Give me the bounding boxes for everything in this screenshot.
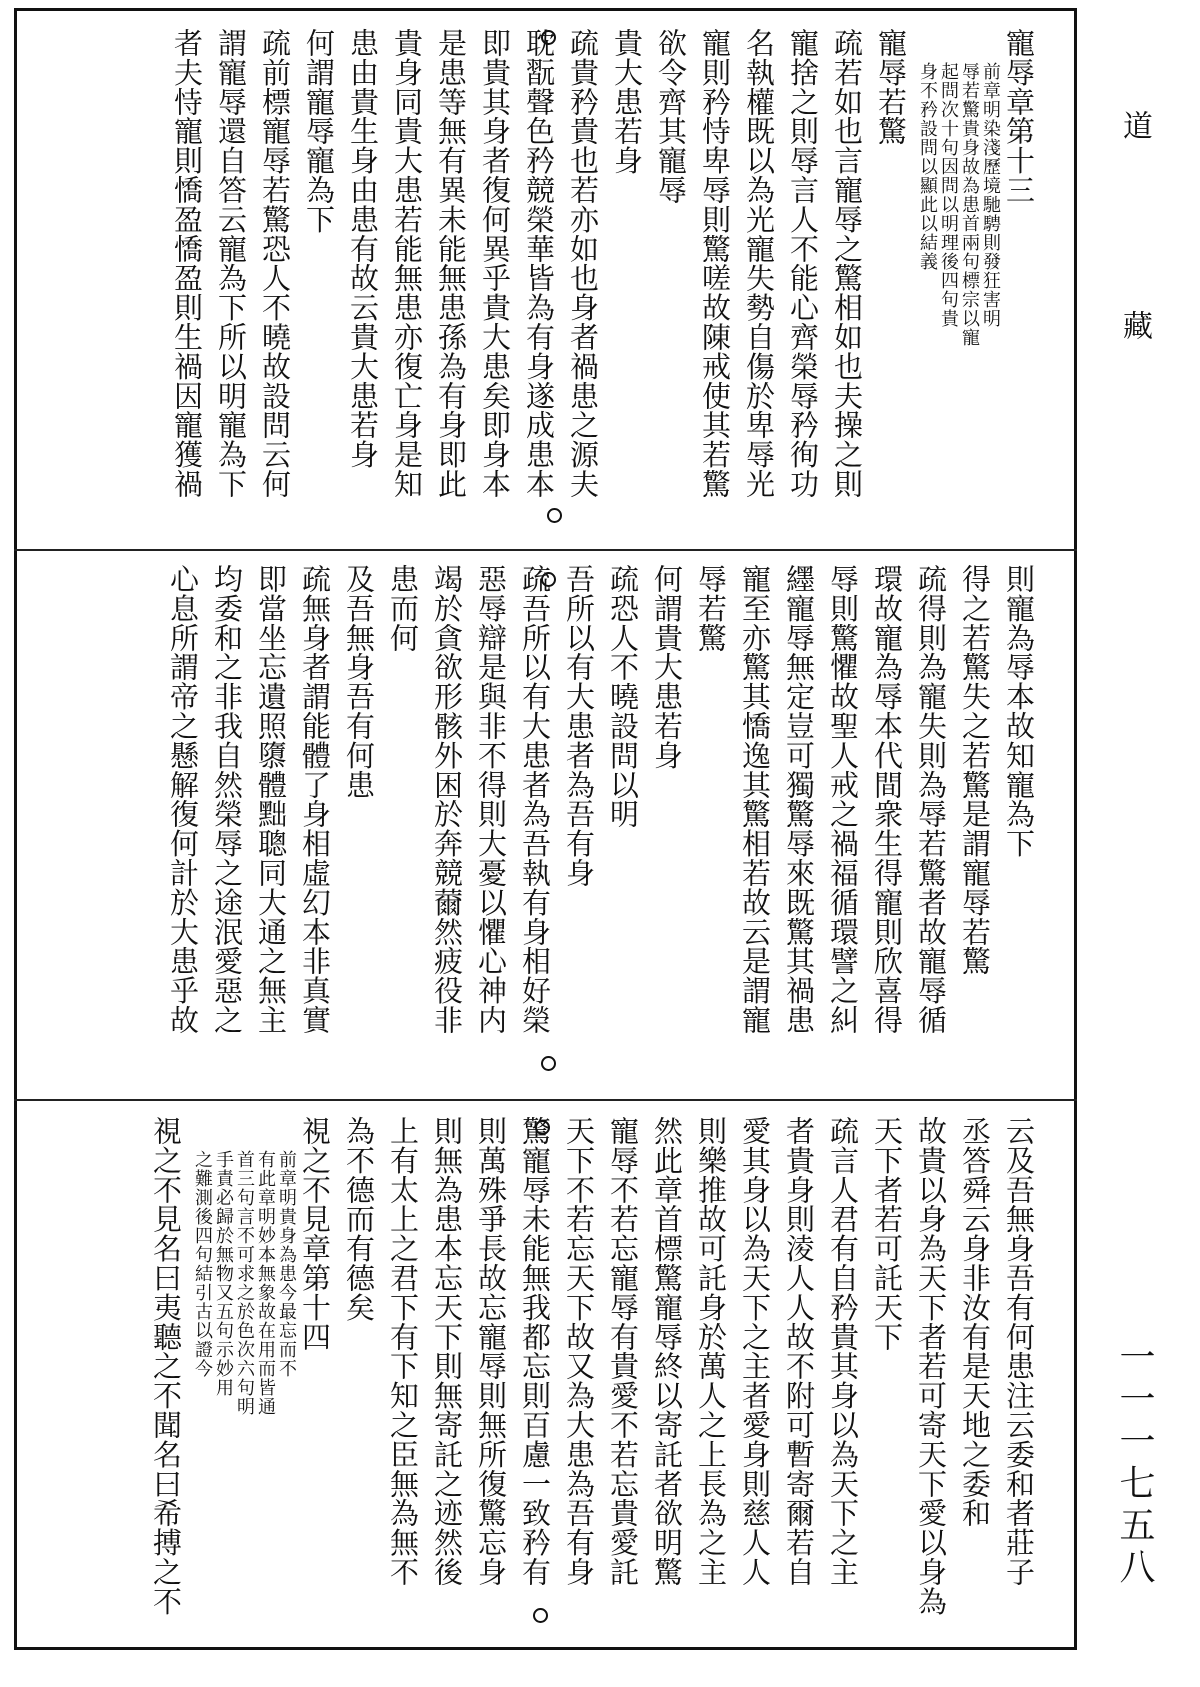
text-column: 疏前標寵辱若驚恐人不曉故設問云何 [258,28,292,499]
text-column: 即當坐忘遺照隳體黜聰同大通之無主 [254,564,288,1035]
page-number: 一一一七五八 [1114,1338,1155,1590]
text-column: 故貴以身為天下者若可寄天下愛以身為 [914,1116,948,1616]
text-column: 疏言人君有自矜貴其身以為天下之主 [826,1116,860,1587]
text-column: 寵捨之則辱言人不能心齊榮辱矜徇功 [786,28,820,499]
text-column: 驚寵辱未能無我都忘則百慮一致矜有 [518,1116,552,1587]
circle-mark [541,30,556,45]
text-panel-top [40,22,1050,544]
text-column: 愛其身以為天下之主者愛身則慈人人 [738,1116,772,1587]
text-column: 貴身同貴大患若能無患亦復亡身是知 [390,28,424,499]
text-column: 患而何 [386,564,420,653]
text-column: 辱則驚懼故聖人戒之禍福循環譬之糾 [826,564,860,1035]
text-column: 疏恐人不曉設問以明 [606,564,640,829]
text-column: 天下者若可託天下 [870,1116,904,1352]
text-column: 何謂寵辱寵為下 [302,28,336,234]
circle-mark [533,1608,548,1623]
text-column: 何謂貴大患若身 [650,564,684,770]
text-column: 及吾無身吾有何患 [342,564,376,800]
circle-mark [535,1120,550,1135]
text-column: 竭於貪欲形骸外困於奔競薾然疲役非 [430,564,464,1035]
text-column: 視之不見名曰夷聽之不聞名曰希搏之不 [149,1116,183,1616]
text-column: 上有太上之君下有下知之臣無為無不 [386,1116,420,1587]
text-column: 則萬殊爭長故忘寵辱則無所復驚忘身 [474,1116,508,1587]
text-column: 疏吾所以有大患者為吾執有身相好榮 [518,564,552,1035]
text-column: 為不德而有德矣 [342,1116,376,1322]
panel-divider-1 [14,549,1077,551]
text-column: 是患等無有異未能無患孫為有身即此 [434,28,468,499]
text-column: 即貴其身者復何異乎貴大患矣即身本 [478,28,512,499]
panel-divider-2 [14,1099,1077,1101]
text-column: 身不矜設問以顯此以結義 [917,62,938,271]
text-column: 然此章首標驚寵辱終以寄託者欲明驚 [650,1116,684,1587]
text-column: 寵辱不若忘寵辱有貴愛不若忘貴愛託 [606,1116,640,1587]
text-column: 寵辱若驚 [874,28,908,146]
text-column: 首三句言不可求之於色次六句明 [234,1150,255,1416]
text-column: 則樂推故可託身於萬人之上長為之主 [694,1116,728,1587]
text-column: 心息所謂帝之懸解復何計於大患乎故 [166,564,200,1035]
text-column: 云及吾無身吾有何患注云委和者莊子 [1002,1116,1036,1587]
text-column: 得之若驚失之若驚是謂寵辱若驚 [958,564,992,976]
text-column: 辱若驚貴身故為患首兩句標宗以寵 [959,62,980,347]
text-column: 吾所以有大患者為吾有身 [562,564,596,888]
text-column: 疏若如也言寵辱之驚相如也夫操之則 [830,28,864,499]
circle-mark [541,1056,556,1071]
text-column: 則無為患本忘天下則無寄託之迹然後 [430,1116,464,1587]
text-column: 則寵為辱本故知寵為下 [1002,564,1036,858]
text-column: 纆寵辱無定豈可獨驚辱來既驚其禍患 [782,564,816,1035]
text-column: 起問次十句因問以明理後四句貴 [938,62,959,328]
text-column: 辱若驚 [694,564,728,653]
text-column: 名執權既以為光寵失勢自傷於卑辱光 [742,28,776,499]
text-column: 疏貴矜貴也若亦如也身者禍患之源夫 [566,28,600,499]
text-column: 寵則矜恃卑辱則驚嗟故陳戒使其若驚 [698,28,732,499]
text-column: 貴大患若身 [610,28,644,175]
circle-mark [547,508,562,523]
collection-title: 道 藏 [1117,110,1152,410]
text-column: 疏無身者謂能體了身相虛幻本非真實 [298,564,332,1035]
text-column: 耽翫聲色矜競榮華皆為有身遂成患本 [522,28,556,499]
text-column: 者夫恃寵則憍盈憍盈則生禍因寵獲禍 [170,28,204,499]
text-column: 均委和之非我自然榮辱之途泯愛惡之 [210,564,244,1035]
text-column: 前章明染淺歷境馳騁則發狂害明 [980,62,1001,328]
text-column: 之難測後四句結引古以證今 [192,1150,213,1378]
text-column: 者貴身則淩人人故不附可暫寄爾若自 [782,1116,816,1587]
circle-mark [541,572,556,587]
text-column: 有此章明妙本無象故在用而皆通 [255,1150,276,1416]
text-column: 環故寵為辱本代間衆生得寵則欣喜得 [870,564,904,1035]
text-panel-bottom [40,1110,1050,1638]
text-column: 惡辱辯是與非不得則大憂以懼心神内 [474,564,508,1035]
text-column: 欲令齊其寵辱 [654,28,688,205]
text-column: 手責必歸於無物又五句示妙用 [213,1150,234,1397]
text-column: 寵至亦驚其憍逸其驚相若故云是謂寵 [738,564,772,1035]
text-column: 疏得則為寵失則為辱若驚者故寵辱循 [914,564,948,1035]
text-column: 天下不若忘天下故又為大患為吾有身 [562,1116,596,1587]
text-column: 丞答舜云身非汝有是天地之委和 [958,1116,992,1528]
text-column: 謂寵辱還自答云寵為下所以明寵為下 [214,28,248,499]
text-column: 視之不見章第十四 [298,1116,332,1352]
text-column: 前章明貴身為患今最忘而不 [276,1150,297,1378]
text-column: 患由貴生身由患有故云貴大患若身 [346,28,380,469]
text-column: 寵辱章第十三 [1002,28,1036,205]
text-panel-middle [40,558,1050,1090]
